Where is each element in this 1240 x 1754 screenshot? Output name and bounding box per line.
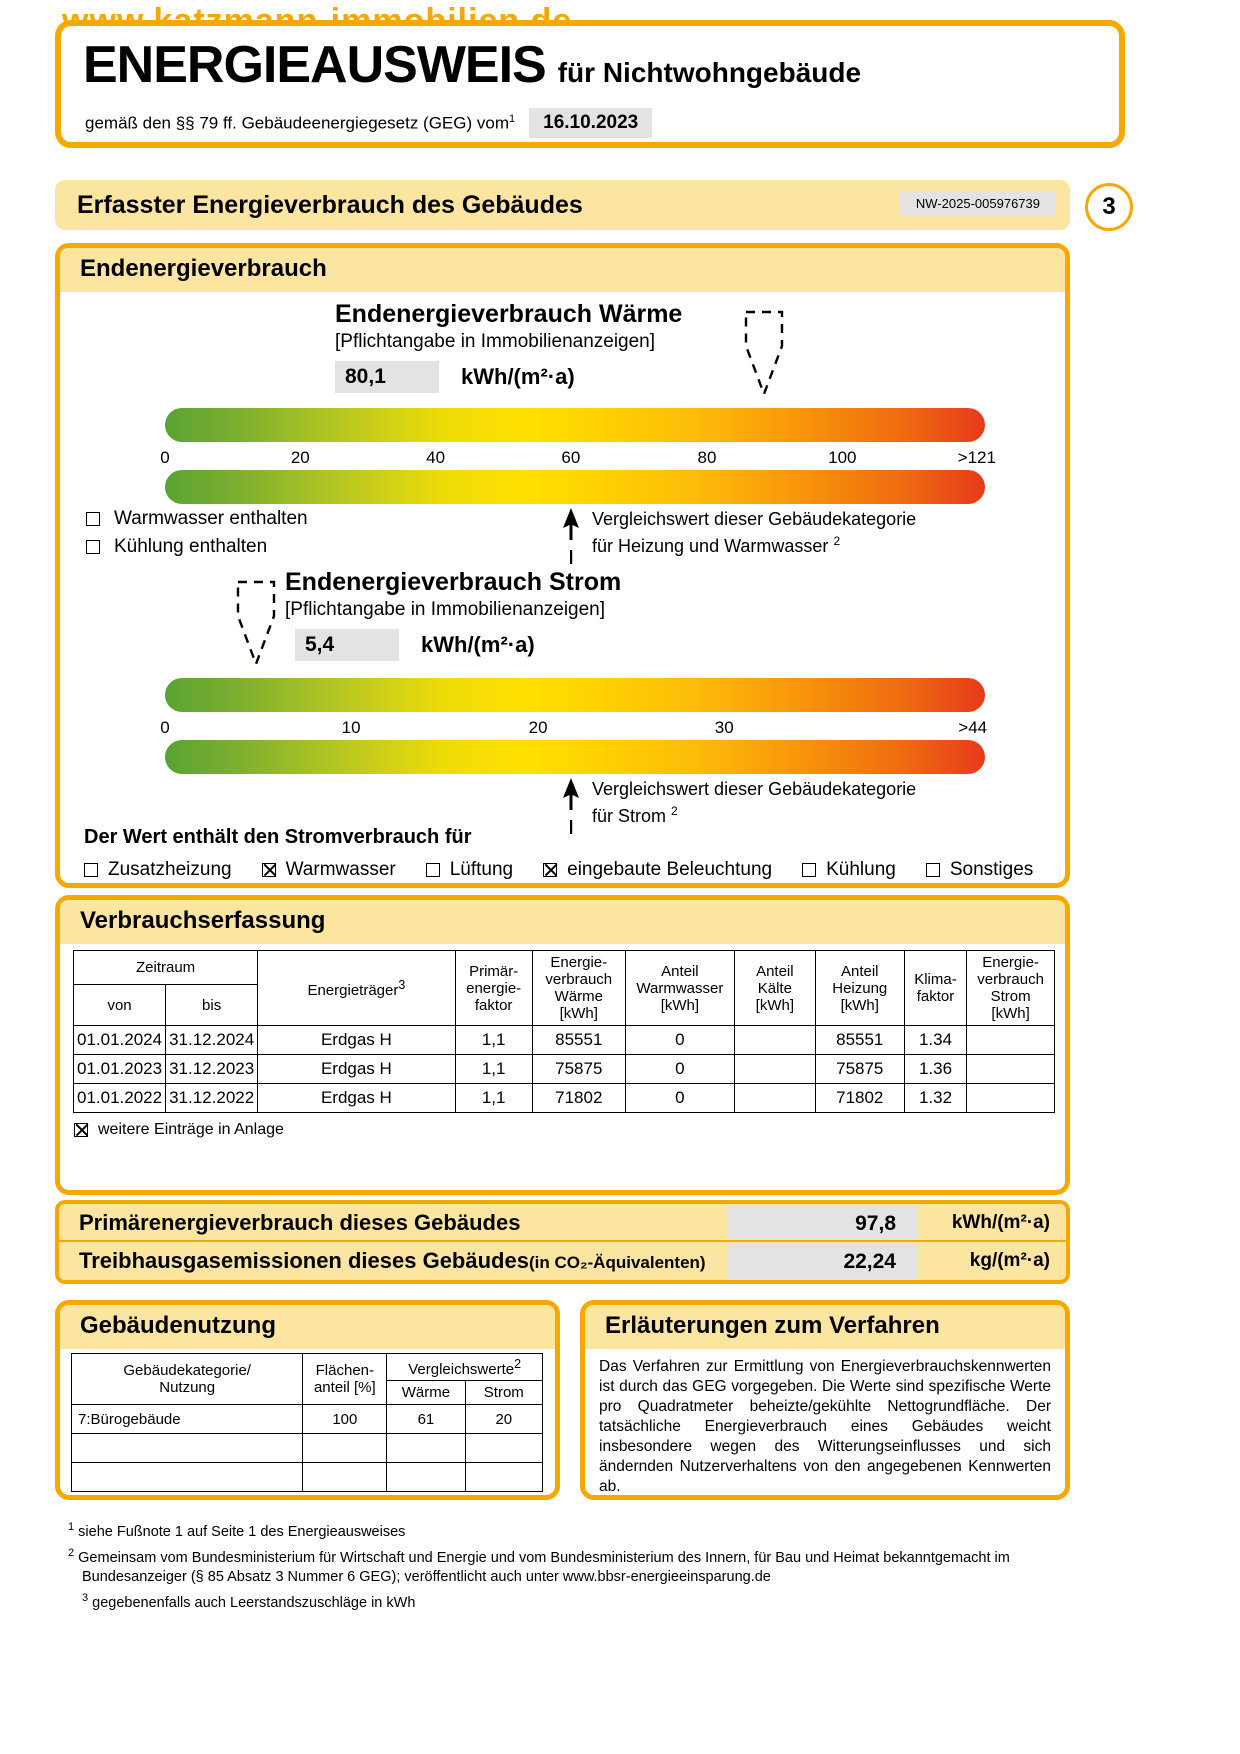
- thg-label-small: (in CO₂-Äquivalenten): [528, 1253, 706, 1272]
- waerme-title: Endenergieverbrauch Wärme: [335, 300, 683, 328]
- checkbox-icon[interactable]: [74, 1123, 88, 1137]
- legal-basis-text: [85, 113, 515, 134]
- section-header-bar: [55, 180, 1070, 230]
- waerme-tick-20: 20: [290, 448, 310, 467]
- waerme-subtitle: [Pflichtangabe in Immobilienanzeigen]: [335, 331, 656, 352]
- cell-strom: [967, 1084, 1055, 1113]
- th-energieverbrauch-strom: Energie- verbrauch Strom [kWh]: [967, 951, 1055, 1026]
- cell-kategorie: 7:Bürogebäude: [72, 1405, 303, 1434]
- th-energietraeger-label: Energieträger: [307, 982, 399, 999]
- strom-value-marker-icon: [232, 578, 280, 670]
- cell-heizung: 71802: [815, 1084, 904, 1113]
- waerme-gradient-bar-bottom: [165, 470, 985, 504]
- strom-comparison-label: [592, 778, 916, 827]
- strom-value: 5,4: [295, 629, 399, 661]
- erlaeuterungen-panel: [580, 1300, 1070, 1500]
- th-primaerenergiefaktor: Primär- energie- faktor: [455, 951, 532, 1026]
- table-head: [72, 1354, 543, 1405]
- checkbox-sonstiges[interactable]: [926, 859, 1033, 881]
- cell-waerme: 75875: [532, 1055, 625, 1084]
- legal-basis-row: [85, 108, 652, 138]
- strom-tick-max: >44: [958, 718, 988, 737]
- waerme-value: 80,1: [335, 361, 439, 393]
- legal-basis-label: gemäß den §§ 79 ff. Gebäudeenergiegesetz (GEG) vom: [85, 113, 509, 133]
- cell-strom: [967, 1055, 1055, 1084]
- cell-waerme: 71802: [532, 1084, 625, 1113]
- verbrauchserfassung-table: [73, 950, 1055, 1113]
- includes-title: Der Wert enthält den Stromverbrauch für: [84, 826, 472, 848]
- th-vergleichswerte: Vergleichswerte$^2$: [387, 1354, 543, 1381]
- cell-bis: 31.12.2022: [166, 1084, 258, 1113]
- waerme-heading-group: [335, 300, 682, 393]
- th-von: von: [74, 985, 166, 1026]
- cell-warmwasser: 0: [625, 1084, 734, 1113]
- table-header-row-1: [72, 1354, 543, 1381]
- table-head: [74, 951, 1055, 1026]
- erlaeuterungen-title: Erläuterungen zum Verfahren: [585, 1305, 1065, 1349]
- strom-gradient-bar-bottom: [165, 740, 985, 774]
- footnote-1: [68, 1518, 1098, 1542]
- th-flaechenanteil: Flächen- anteil [%]: [303, 1354, 387, 1405]
- cell-warmwasser: 0: [625, 1026, 734, 1055]
- table-body: [74, 1026, 1055, 1113]
- cell-heizung: 75875: [815, 1055, 904, 1084]
- cell-pef: 1,1: [455, 1055, 532, 1084]
- cell-kaelte: [734, 1026, 815, 1055]
- cell-energietraeger: Erdgas H: [258, 1026, 455, 1055]
- checkbox-icon[interactable]: [802, 863, 816, 877]
- strom-title: Endenergieverbrauch Strom: [285, 568, 622, 596]
- cell-vergleich-strom: [465, 1434, 542, 1463]
- th-bis: bis: [166, 985, 258, 1026]
- verbrauchserfassung-title: Verbrauchserfassung: [60, 900, 1065, 944]
- checkbox-icon[interactable]: [84, 863, 98, 877]
- th-vergleich-strom: Strom: [465, 1381, 542, 1405]
- checkbox-zusatzheizung[interactable]: [84, 859, 232, 881]
- checkbox-weitere-eintraege[interactable]: [74, 1121, 1065, 1139]
- legal-footnote-marker: 1: [509, 112, 516, 125]
- cell-vergleich-waerme: 61: [387, 1405, 465, 1434]
- cell-klimafaktor: 1.34: [904, 1026, 966, 1055]
- waerme-gradient-bar-top: [165, 408, 985, 442]
- strom-unit: kWh/(m²·a): [421, 632, 535, 657]
- treibhausgasemissionen-unit: kg/(m²·a): [969, 1250, 1050, 1271]
- checkbox-label: eingebaute Beleuchtung: [567, 859, 773, 880]
- cell-energietraeger: Erdgas H: [258, 1055, 455, 1084]
- waerme-comparison-line2: für Heizung und Warmwasser: [592, 536, 829, 556]
- th-zeitraum: Zeitraum: [74, 951, 258, 985]
- table-header-row-1: [74, 951, 1055, 985]
- cell-kaelte: [734, 1055, 815, 1084]
- checkbox-label: Sonstiges: [949, 859, 1034, 880]
- footnote-3-text: gegebenenfalls auch Leerstandszuschläge in kWh: [92, 1594, 416, 1611]
- cell-waerme: 85551: [532, 1026, 625, 1055]
- endenergieverbrauch-title: Endenergieverbrauch: [60, 248, 1065, 292]
- strom-tick-labels: [160, 716, 988, 740]
- cell-von: 01.01.2023: [74, 1055, 166, 1084]
- checkbox-label: weitere Einträge in Anlage: [98, 1121, 284, 1138]
- checkbox-icon[interactable]: [86, 540, 100, 554]
- cell-warmwasser: 0: [625, 1055, 734, 1084]
- footnote-3-marker: 3: [82, 1591, 89, 1604]
- cell-kaelte: [734, 1084, 815, 1113]
- strom-tick-0: 0: [160, 718, 170, 737]
- cell-bis: 31.12.2024: [166, 1026, 258, 1055]
- cell-vergleich-strom: 20: [465, 1405, 542, 1434]
- waerme-tick-60: 60: [561, 448, 581, 467]
- waerme-comparison-label: [592, 508, 916, 557]
- cell-vergleich-waerme: [387, 1434, 465, 1463]
- verbrauchserfassung-panel: [55, 895, 1070, 1195]
- table-row: [72, 1463, 543, 1492]
- th-klimafaktor: Klima- faktor: [904, 951, 966, 1026]
- treibhausgasemissionen-row: [55, 1240, 1070, 1284]
- checkbox-icon[interactable]: [543, 863, 557, 877]
- strom-subtitle: [Pflichtangabe in Immobilienanzeigen]: [285, 599, 606, 620]
- cell-klimafaktor: 1.32: [904, 1084, 966, 1113]
- checkbox-label: Kühlung enthalten: [114, 536, 268, 557]
- checkbox-label: Lüftung: [449, 859, 514, 880]
- cell-strom: [967, 1026, 1055, 1055]
- checkbox-eingebaute-beleuchtung[interactable]: [543, 859, 772, 881]
- checkbox-icon[interactable]: [926, 863, 940, 877]
- footnote-2: [68, 1544, 1098, 1587]
- page-number-badge: 3: [1085, 183, 1133, 231]
- checkbox-icon[interactable]: [426, 863, 440, 877]
- cell-kategorie: [72, 1434, 303, 1463]
- waerme-tick-0: 0: [160, 448, 170, 467]
- table-row: [74, 1084, 1055, 1113]
- includes-checkbox-row: [84, 859, 1059, 881]
- checkbox-icon[interactable]: [262, 863, 276, 877]
- primaerenergieverbrauch-unit: kWh/(m²·a): [951, 1212, 1050, 1233]
- waerme-tick-100: 100: [828, 448, 857, 467]
- waerme-tick-max: >121: [957, 448, 996, 467]
- cell-klimafaktor: 1.36: [904, 1055, 966, 1084]
- strom-tick-30: 30: [714, 718, 734, 737]
- table-row: [72, 1434, 543, 1463]
- registration-number: NW-2025-005976739: [900, 191, 1056, 216]
- page-title: ENERGIEAUSWEIS: [83, 36, 546, 94]
- waerme-comparison-footnote: 2: [833, 534, 841, 548]
- waerme-tick-80: 80: [697, 448, 717, 467]
- th-energieverbrauch-waerme: Energie- verbrauch Wärme [kWh]: [532, 951, 625, 1026]
- strom-tick-20: 20: [528, 718, 548, 737]
- th-anteil-heizung: Anteil Heizung [kWh]: [815, 951, 904, 1026]
- strom-tick-10: 10: [341, 718, 361, 737]
- cell-flaechenanteil: 100: [303, 1405, 387, 1434]
- cell-vergleich-waerme: [387, 1463, 465, 1492]
- endenergieverbrauch-panel: [55, 243, 1070, 888]
- cell-vergleich-strom: [465, 1463, 542, 1492]
- table-row: [74, 1026, 1055, 1055]
- page-subtitle: für Nichtwohngebäude: [557, 57, 862, 88]
- treibhausgasemissionen-value: 22,24: [728, 1244, 918, 1280]
- footnote-1-marker: 1: [68, 1521, 75, 1533]
- thg-label-main: Treibhausgasemissionen dieses Gebäudes: [79, 1248, 529, 1273]
- primaerenergieverbrauch-row: [55, 1200, 1070, 1244]
- cell-von: 01.01.2024: [74, 1026, 166, 1055]
- checkbox-kuehlung[interactable]: [802, 859, 896, 881]
- primaerenergieverbrauch-value: 97,8: [728, 1206, 918, 1242]
- checkbox-icon[interactable]: [86, 512, 100, 526]
- issue-date-value: 16.10.2023: [529, 108, 652, 138]
- waerme-unit: kWh/(m²·a): [461, 364, 575, 389]
- checkbox-warmwasser-enthalten[interactable]: [86, 508, 308, 530]
- cell-pef: 1,1: [455, 1026, 532, 1055]
- cell-bis: 31.12.2023: [166, 1055, 258, 1084]
- cell-flaechenanteil: [303, 1463, 387, 1492]
- cell-kategorie: [72, 1463, 303, 1492]
- gebaeudenutzung-table: [71, 1353, 543, 1492]
- treibhausgasemissionen-label: [79, 1248, 706, 1274]
- table-row: [74, 1055, 1055, 1084]
- footnotes-block: [68, 1518, 1098, 1614]
- checkbox-label: Kühlung: [826, 859, 896, 880]
- primaerenergieverbrauch-label: Primärenergieverbrauch dieses Gebäudes: [79, 1210, 521, 1235]
- strom-gradient-bar-top: [165, 678, 985, 712]
- strom-comparison-line2: für Strom: [592, 806, 667, 826]
- footnote-1-text: siehe Fußnote 1 auf Seite 1 des Energieausweises: [78, 1523, 406, 1540]
- waerme-value-row: [335, 361, 682, 393]
- gebaeudenutzung-title: Gebäudenutzung: [60, 1305, 555, 1349]
- th-anteil-kaelte: Anteil Kälte [kWh]: [734, 951, 815, 1026]
- strom-heading-group: [285, 568, 621, 661]
- cell-heizung: 85551: [815, 1026, 904, 1055]
- th-anteil-warmwasser: Anteil Warmwasser [kWh]: [625, 951, 734, 1026]
- stromverbrauch-includes-block: [84, 826, 1059, 881]
- th-gebaeudekategorie: Gebäudekategorie/ Nutzung: [72, 1354, 303, 1405]
- th-energietraeger-footnote: 3: [398, 978, 406, 992]
- th-energietraeger: [258, 951, 455, 1026]
- strom-value-row: [295, 629, 621, 661]
- waerme-value-marker-icon: [740, 308, 788, 400]
- checkbox-warmwasser[interactable]: [262, 859, 396, 881]
- footnote-2-text-b: Bundesanzeiger (§ 85 Absatz 3 Nummer 6 GEG); veröffentlicht auch unter www.bbsr-energieeinsparung.de: [82, 1568, 771, 1585]
- cell-pef: 1,1: [455, 1084, 532, 1113]
- gebaeudenutzung-panel: [55, 1300, 560, 1500]
- footnote-3: [68, 1589, 1098, 1613]
- cell-von: 01.01.2022: [74, 1084, 166, 1113]
- checkbox-label: Warmwasser: [285, 859, 396, 880]
- document-header: [55, 20, 1125, 148]
- table-body: [72, 1405, 543, 1492]
- erlaeuterungen-body: Das Verfahren zur Ermittlung von Energieverbrauchskennwerten ist durch das GEG vorgegeben. Die Werte sind spezifische Werte pro Quadratmeter beheizte/gekühlte Nettogrundfläche. Der tatsächliche Energieverbrauch eines Gebäudes weicht insbesondere wegen des Witterungseinflusses und sich ändernden Nutzerverhaltens von den angegebenen Kennwerten ab.: [599, 1358, 1051, 1495]
- title-row: [83, 36, 861, 94]
- footnote-2-marker: 2: [68, 1546, 75, 1559]
- waerme-tick-labels: [160, 446, 996, 470]
- checkbox-label: Warmwasser enthalten: [114, 508, 308, 529]
- strom-comparison-footnote: 2: [671, 804, 678, 818]
- waerme-comparison-marker-icon: [560, 508, 582, 566]
- cell-energietraeger: Erdgas H: [258, 1084, 455, 1113]
- checkbox-kuehlung-enthalten[interactable]: [86, 536, 308, 558]
- cell-flaechenanteil: [303, 1434, 387, 1463]
- section-title: Erfasster Energieverbrauch des Gebäudes: [77, 190, 583, 219]
- table-row: [72, 1405, 543, 1434]
- th-vergleich-waerme: Wärme: [387, 1381, 465, 1405]
- waerme-comparison-line1: Vergleichswert dieser Gebäudekategorie: [592, 509, 917, 529]
- footnote-2-text-a: Gemeinsam vom Bundesministerium für Wirtschaft und Energie und vom Bundesministerium des Innern, für Bau und Heimat bekanntgemacht im: [78, 1549, 1010, 1566]
- strom-comparison-line1: Vergleichswert dieser Gebäudekategorie: [592, 779, 917, 799]
- waerme-tick-40: 40: [426, 448, 446, 467]
- waerme-checkbox-group: [86, 508, 308, 564]
- checkbox-lueftung[interactable]: [426, 859, 513, 881]
- checkbox-label: Zusatzheizung: [108, 859, 232, 880]
